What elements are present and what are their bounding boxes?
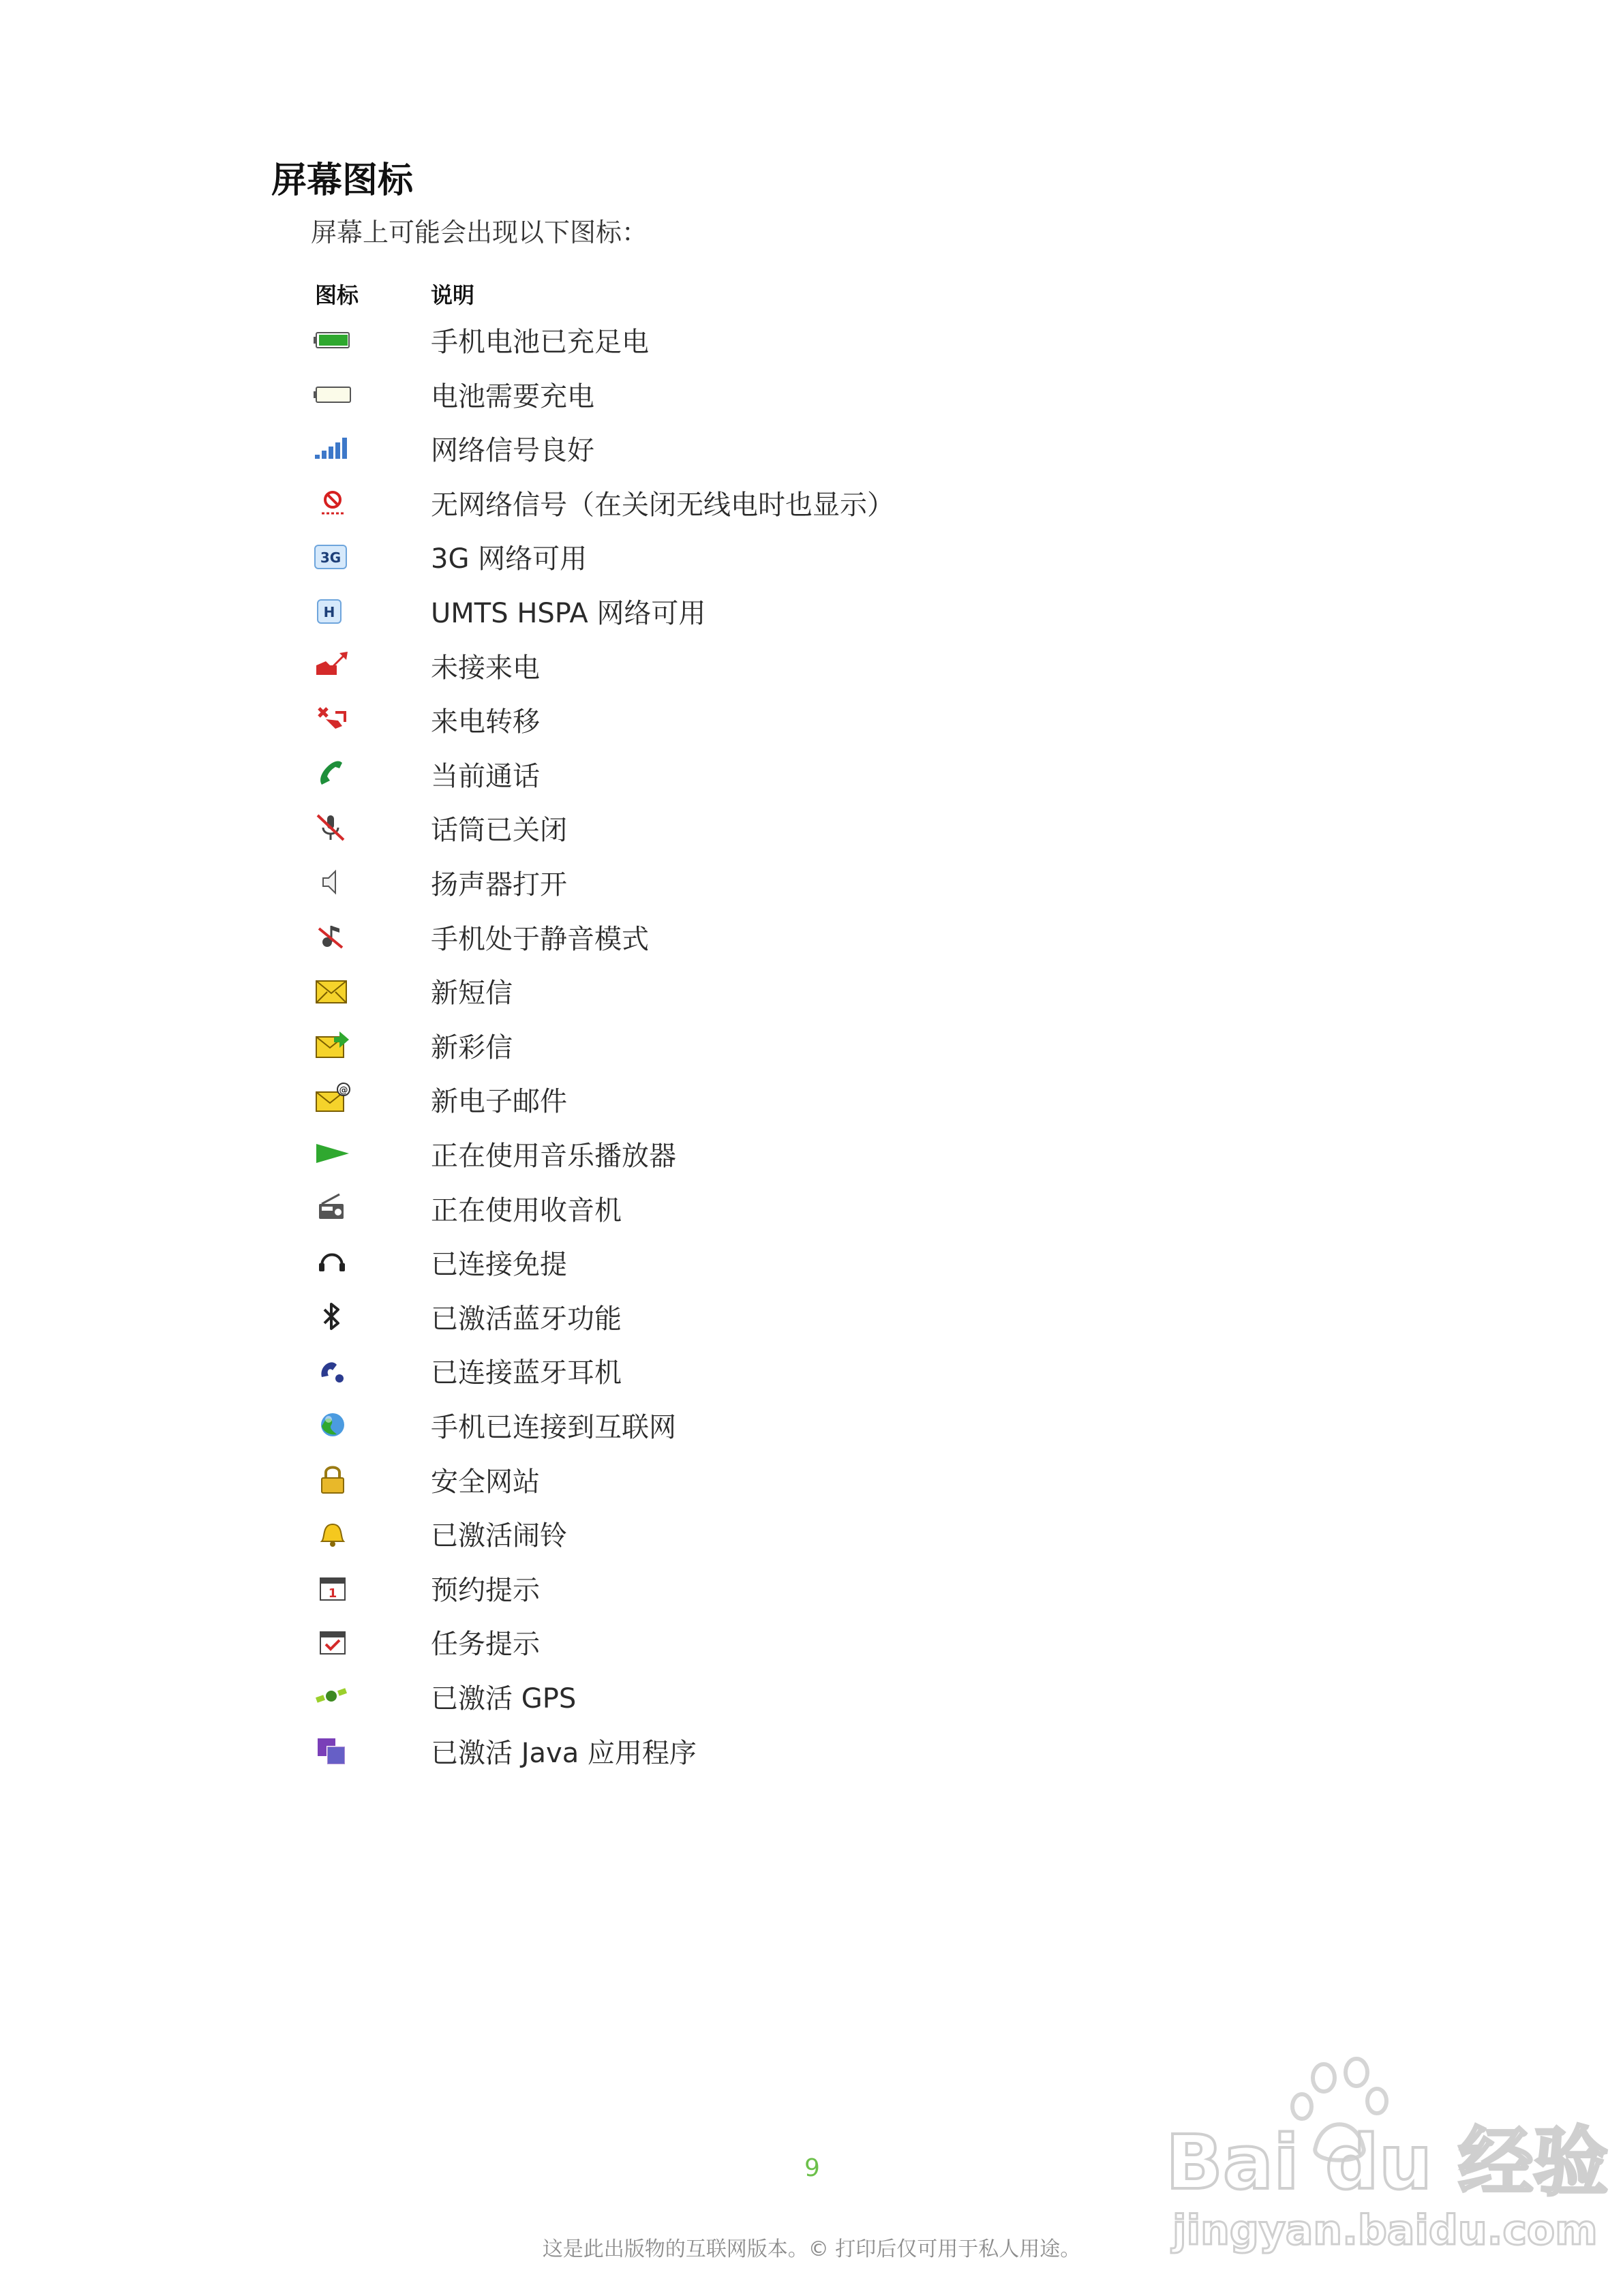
calendar-icon — [312, 1567, 353, 1608]
icon-row — [0, 1455, 1623, 1502]
battery-empty-icon — [312, 374, 353, 414]
page-title: 屏幕图标 — [271, 160, 414, 201]
icon-row — [0, 1509, 1623, 1556]
icon-row — [0, 912, 1623, 960]
radio-icon — [312, 1188, 353, 1228]
icon-description: 手机电池已充足电 — [431, 327, 649, 358]
icon-row — [0, 1237, 1623, 1285]
icon-description: 新彩信 — [431, 1032, 513, 1063]
gps-icon — [312, 1676, 353, 1717]
icon-description: 手机已连接到互联网 — [431, 1412, 676, 1443]
lock-icon — [312, 1459, 353, 1500]
column-header-description: 说明 — [431, 282, 475, 308]
icon-description: 新电子邮件 — [431, 1086, 567, 1117]
icon-row — [0, 749, 1623, 797]
icon-description: 来电转移 — [431, 706, 540, 738]
missed-call-icon — [312, 645, 353, 686]
icon-row — [0, 315, 1623, 363]
email-icon — [312, 1078, 353, 1119]
battery-full-icon — [312, 319, 353, 360]
icon-row — [0, 478, 1623, 526]
icon-description: 扬声器打开 — [431, 869, 567, 901]
handsfree-icon — [312, 1241, 353, 1282]
icon-description: UMTS HSPA 网络可用 — [431, 598, 706, 629]
page-number: 9 — [804, 2154, 820, 2182]
icon-row — [0, 1563, 1623, 1611]
alarm-bell-icon — [312, 1513, 353, 1554]
intro-text: 屏幕上可能会出现以下图标： — [311, 217, 648, 247]
svg-text:3G: 3G — [320, 549, 342, 566]
silent-mode-icon — [312, 916, 353, 957]
mic-off-icon — [312, 807, 353, 848]
icon-description: 预约提示 — [431, 1575, 540, 1606]
music-player-icon — [312, 1133, 353, 1174]
icon-row — [0, 1617, 1623, 1665]
icon-row — [0, 803, 1623, 851]
baidu-watermark-logo — [1152, 2052, 1609, 2256]
icon-row — [0, 1021, 1623, 1068]
icon-description: 正在使用收音机 — [431, 1195, 622, 1226]
icon-row — [0, 369, 1623, 417]
icon-description: 3G 网络可用 — [431, 543, 588, 575]
icon-row — [0, 532, 1623, 579]
call-forward-icon — [312, 699, 353, 740]
icon-row — [0, 1129, 1623, 1177]
icon-description: 已激活闹铃 — [431, 1520, 567, 1552]
ongoing-call-icon — [312, 753, 353, 794]
globe-icon — [312, 1404, 353, 1445]
icon-row — [0, 695, 1623, 742]
icon-row — [0, 586, 1623, 634]
footer-note: 这是此出版物的互联网版本。© 打印后仅可用于私人用途。 — [542, 2237, 1081, 2261]
icon-description: 安全网站 — [431, 1466, 540, 1498]
svg-text:1: 1 — [328, 1586, 337, 1601]
task-icon — [312, 1621, 353, 1662]
icon-row — [0, 1672, 1623, 1719]
icon-description: 当前通话 — [431, 761, 540, 792]
icon-description: 网络信号良好 — [431, 435, 594, 466]
icon-description: 未接来电 — [431, 652, 540, 684]
mms-icon — [312, 1025, 353, 1066]
icon-description: 正在使用音乐播放器 — [431, 1141, 676, 1172]
icon-description: 已连接蓝牙耳机 — [431, 1357, 622, 1389]
icon-description: 已连接免提 — [431, 1249, 567, 1280]
column-header-icon: 图标 — [315, 282, 359, 308]
svg-text:@: @ — [339, 1085, 348, 1096]
icon-row — [0, 641, 1623, 689]
icon-description: 新短信 — [431, 978, 513, 1009]
icon-row — [0, 1183, 1623, 1231]
icon-description: 任务提示 — [431, 1629, 540, 1660]
icon-row — [0, 1400, 1623, 1448]
svg-text:jingyan.baidu.com: jingyan.baidu.com — [1172, 2207, 1598, 2254]
bluetooth-icon — [312, 1296, 353, 1337]
icon-description: 话筒已关闭 — [431, 815, 567, 846]
icon-description: 已激活蓝牙功能 — [431, 1303, 622, 1335]
speaker-icon — [312, 862, 353, 903]
signal-bars-icon — [312, 427, 353, 468]
icon-description: 手机处于静音模式 — [431, 924, 649, 955]
hspa-icon — [312, 590, 353, 631]
icon-description: 无网络信号（在关闭无线电时也显示） — [431, 489, 894, 521]
icon-row — [0, 1074, 1623, 1122]
icon-row — [0, 423, 1623, 471]
icon-row — [0, 966, 1623, 1014]
icon-description: 已激活 Java 应用程序 — [431, 1738, 697, 1769]
svg-text:Bai du 经验: Bai du 经验 — [1166, 2119, 1609, 2206]
sms-icon — [312, 970, 353, 1011]
icon-row — [0, 1726, 1623, 1774]
bt-headset-icon — [312, 1350, 353, 1391]
3g-icon — [312, 536, 353, 577]
icon-row — [0, 1346, 1623, 1393]
icon-row — [0, 858, 1623, 905]
svg-text:H: H — [323, 604, 335, 620]
icon-description: 电池需要充电 — [431, 381, 594, 412]
no-signal-icon — [312, 482, 353, 523]
java-icon — [312, 1730, 353, 1771]
icon-row — [0, 1292, 1623, 1340]
icon-description: 已激活 GPS — [431, 1683, 577, 1715]
